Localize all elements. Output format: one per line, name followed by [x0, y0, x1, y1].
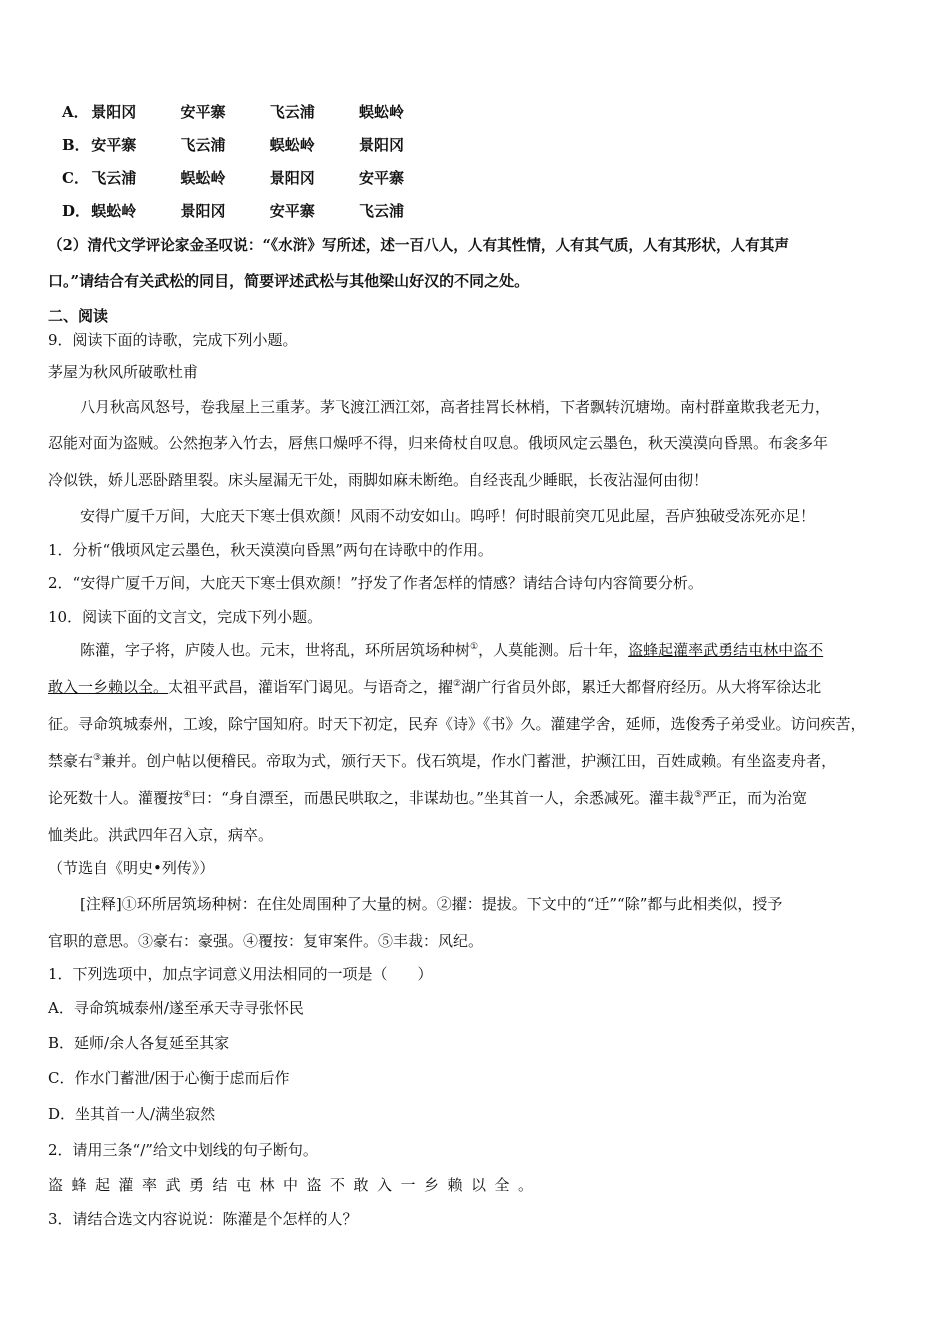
q8-sub2-line1: （2）清代文学评论家金圣叹说：“《水浒》写所述，述一百八人，人有其性情，人有其气质，人有其形状，人有其声 — [48, 237, 789, 254]
underlined-sentence: 盗蜂起灌率武勇结屯林中盗不 — [628, 641, 824, 659]
q10-intro: 10．阅读下面的文言文，完成下列小题。 — [48, 608, 323, 626]
passage-line: 论死数十人。灌覆按④曰：“身自漂至，而愚民哄取之，非谋劫也。”坐其首一人，余悉减死。灌丰裁⑤严正，而为治宽 — [48, 789, 808, 807]
passage-line: 恤类此。洪武四年召入京，病卒。 — [48, 826, 274, 844]
notes-line: 官职的意思。③豪右：豪强。④覆按：复审案件。⑤丰裁：风纪。 — [48, 932, 484, 950]
q10-subquestion-2: 2．请用三条“/”给文中划线的句子断句。 — [48, 1141, 318, 1159]
passage-source: （节选自《明史•列传》） — [48, 859, 215, 877]
notes-line: [注释]①环所居筑场种树：在住处周围种了大量的树。②擢：提拔。下文中的“迁”“除”都与此相类似，授予 — [80, 895, 783, 913]
choice-d: D．坐其首一人/满坐寂然 — [48, 1105, 216, 1123]
q10-subquestion-3: 3．请结合选文内容说说：陈灌是个怎样的人？ — [48, 1210, 358, 1228]
passage-line: 征。寻命筑城泰州，工竣，除宁国知府。时天下初定，民弃《诗》《书》久。灌建学舍，延师，选俊秀子弟受业。访问疾苦， — [48, 715, 866, 733]
option-row-d: D． 蜈蚣岭 景阳冈 安平寨 飞云浦 — [62, 202, 404, 220]
choice-b: B．延师/余人各复延至其家 — [48, 1034, 230, 1052]
q8-sub2-line2: 口。”请结合有关武松的同目，简要评述武松与其他梁山好汉的不同之处。 — [48, 272, 530, 290]
option-row-c: C． 飞云浦 蜈蚣岭 景阳冈 安平寨 — [62, 169, 404, 187]
option-row-b: B． 安平寨 飞云浦 蜈蚣岭 景阳冈 — [62, 136, 404, 154]
passage-line: 陈灌，字子将，庐陵人也。元末，世将乱，环所居筑场种树①，人莫能测。后十年，盗蜂起灌率武勇结屯林中盗不 — [80, 641, 824, 659]
poem-line: 安得广厦千万间，大庇天下寒士俱欢颜！风雨不动安如山。呜呼！何时眼前突兀见此屋，吾庐独破受冻死亦足！ — [80, 507, 816, 525]
note-marker: ③ — [93, 753, 102, 763]
poem-line: 八月秋高风怒号，卷我屋上三重茅。茅飞渡江洒江郊，高者挂罥长林梢，下者飘转沉塘坳。南村群童欺我老无力， — [80, 398, 831, 416]
note-marker: ④ — [183, 790, 192, 800]
poem-title: 茅屋为秋风所破歌杜甫 — [48, 363, 199, 381]
q10-subquestion-1: 1．下列选项中，加点字词意义用法相同的一项是（ ） — [48, 965, 433, 983]
note-marker: ⑤ — [693, 790, 703, 800]
choice-a: A．寻命筑城泰州/遂至承天寺寻张怀民 — [48, 999, 304, 1017]
section-heading: 二、阅读 — [48, 307, 109, 325]
q9-intro: 9．阅读下面的诗歌，完成下列小题。 — [48, 331, 298, 349]
poem-line: 冷似铁，娇儿恶卧踏里裂。床头屋漏无干处，雨脚如麻未断绝。自经丧乱少睡眠，长夜沾湿何由彻！ — [48, 471, 709, 489]
poem-line: 忍能对面为盗贼。公然抱茅入竹去，唇焦口燥呼不得，归来倚杖自叹息。俄顷风定云墨色，秋天漠漠向昏黑。布衾多年 — [48, 434, 829, 452]
note-marker: ② — [453, 679, 462, 689]
note-marker: ① — [470, 642, 479, 652]
passage-line: 敢入一乡赖以全。太祖平武昌，灌诣军门谒见。与语奇之，擢②湖广行省员外郎，累迁大都督府经历。从大将军徐达北 — [48, 678, 822, 696]
underlined-sentence: 敢入一乡赖以全。 — [48, 678, 169, 696]
q9-question-2: 2．“安得广厦千万间，大庇天下寒士俱欢颜！”抒发了作者怎样的情感？请结合诗句内容简要分析。 — [48, 574, 703, 592]
q9-question-1: 1．分析“俄顷风定云墨色，秋天漠漠向昏黑”两句在诗歌中的作用。 — [48, 541, 493, 559]
passage-line: 禁豪右③兼并。创户帖以便稽民。帝取为式，颁行天下。伐石筑堤，作水门蓄泄，护濒江田，百姓咸赖。有坐盗麦舟者， — [48, 752, 837, 770]
choice-c: C．作水门蓄泄/困于心衡于虑而后作 — [48, 1069, 290, 1087]
option-row-a: A． 景阳冈 安平寨 飞云浦 蜈蚣岭 — [62, 103, 404, 121]
sentence-to-punctuate: 盗蜂起灌率武勇结屯林中盗不敢入一乡赖以全。 — [48, 1176, 542, 1194]
